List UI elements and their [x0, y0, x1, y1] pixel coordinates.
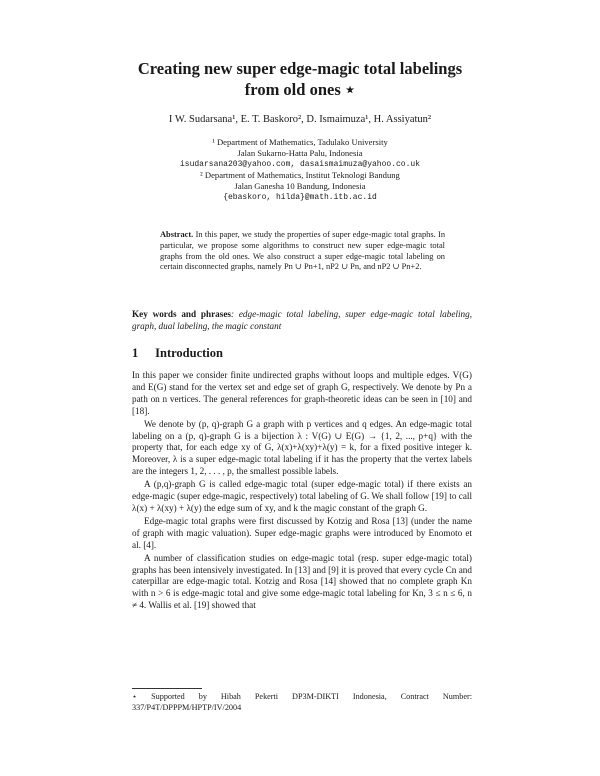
keywords-label: Key words and phrases — [132, 309, 232, 319]
affiliation-line: Jalan Sukarno-Hatta Palu, Indonesia — [237, 148, 363, 158]
section-title: Introduction — [155, 346, 223, 360]
abstract — [160, 230, 445, 273]
affiliations — [0, 137, 600, 203]
section-body — [132, 370, 472, 613]
paper-title-line-1: Creating new super edge-magic total labelings — [137, 59, 463, 78]
body-paragraph: A number of classification studies on edge-magic total (resp. super edge-magic total) graphs has been intensively investigated. In [13] and [9] it is proved that every cycle Cn and caterpillar are edge-magic total. Kotzig and Rosa [14] showed that no complete graph Kn with n > 6 is edge-magic total and give some edge-magic total labeling for Kn, 3 ≤ n ≤ 6, n ≠ 4. Wallis et al. [19] showed that — [132, 552, 472, 611]
body-paragraph: Edge-magic total graphs were first discussed by Kotzig and Rosa [13] (under the name of graph with magic valuation). Super edge-magic graphs were introduced by Enomoto et al. [4]. — [132, 515, 472, 550]
body-paragraph: We denote by (p, q)-graph G a graph with p vertices and q edges. An edge-magic total labeling on a (p, q)-graph G is a bijection λ : V(G) ∪ E(G) → {1, 2, ..., p+q} with the property that, for each edge xy of G, λ(x)+λ(xy)+λ(y) = k, for a fixed positive integer k. Moreover, λ is a super edge-magic total labeling if it has the property that the vertex labels are the integers 1, 2, . . . , p, the smallest possible labels. — [132, 418, 472, 477]
affiliation-emails: isudarsana203@yahoo.com, dasaismaimuza@yahoo.co.uk — [179, 160, 421, 169]
footnote: ⋆ Supported by Hibah Pekerti DP3M-DIKTI Indonesia, Contract Number: 337/P4T/DPPPM/HPTP/IV/2004 — [132, 692, 472, 712]
affiliation-emails: {ebaskoro, hilda}@math.itb.ac.id — [223, 193, 377, 202]
footnote-rule — [132, 688, 202, 689]
body-paragraph: In this paper we consider finite undirected graphs without loops and multiple edges. V(G) and E(G) stand for the vertex set and edge set of graph G, respectively. We denote by Pn a path on n vertices. The general references for graph-theoretic ideas can be seen in [10] and [18]. — [132, 370, 472, 416]
affiliation-line: ¹ Department of Mathematics, Tadulako University — [212, 137, 388, 147]
keywords-text: : edge-magic total labeling, super edge-magic total labeling, graph, dual labeling, the magic constant — [132, 309, 472, 331]
author-list: I W. Sudarsana¹, E. T. Baskoro², D. Ismaimuza¹, H. Assiyatun² — [168, 114, 432, 125]
keywords — [132, 308, 472, 332]
affiliation-line: ² Department of Mathematics, Institut Teknologi Bandung — [200, 170, 400, 180]
section-number: 1 — [132, 346, 139, 360]
section-heading — [132, 346, 223, 361]
affiliation-line: Jalan Ganesha 10 Bandung, Indonesia — [234, 181, 366, 191]
abstract-text: In this paper, we study the properties of super edge-magic total graphs. In particular, we propose some algorithms to construct new super edge-magic total graphs from the old ones. We also construct a super edge-magic total labeling on certain disconnected graphs, namely Pn ∪ Pn+1, nP2 ∪ Pn, and nP2 ∪ Pn+2. — [160, 230, 446, 272]
body-paragraph: A (p,q)-graph G is called edge-magic total (super edge-magic total) if there exists an edge-magic (super edge-magic, respectively) total labeling of G. We shall follow [19] to call λ(x) + λ(xy) + λ(y) the edge sum of xy, and k the magic constant of the graph G. — [132, 479, 472, 513]
abstract-label: Abstract. — [160, 230, 194, 239]
paper-title-line-2: from old ones ⋆ — [244, 80, 356, 99]
paper-title — [0, 58, 600, 100]
